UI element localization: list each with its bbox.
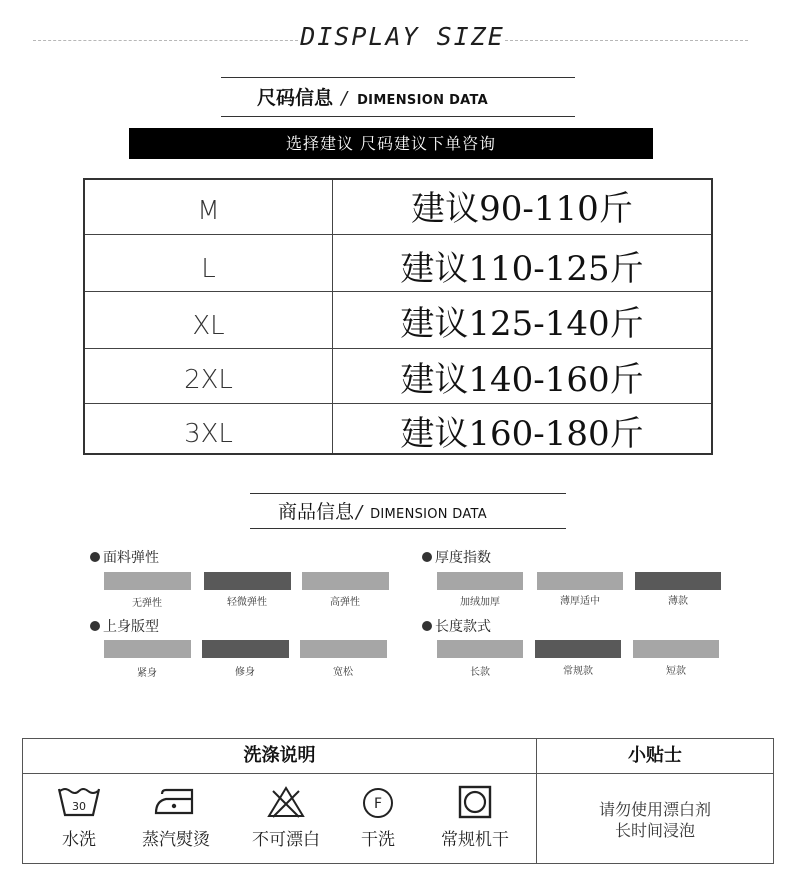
size-row bbox=[85, 180, 711, 235]
option-label: 加绒加厚 bbox=[460, 597, 500, 608]
size-row bbox=[85, 235, 711, 292]
category-label: 长度款式 bbox=[435, 619, 491, 635]
product-heading-cn: 商品信息 bbox=[278, 501, 355, 523]
size-cell: XL bbox=[85, 292, 333, 348]
product-heading-sep: / bbox=[356, 502, 363, 523]
care-item-tumble-dry bbox=[425, 785, 525, 850]
option-bar-thin bbox=[635, 572, 721, 590]
size-heading-cn: 尺码信息 bbox=[257, 87, 334, 109]
wash-temperature: 30 bbox=[72, 800, 86, 813]
category-label: 面料弹性 bbox=[103, 550, 159, 566]
care-item-dry-clean bbox=[328, 785, 428, 850]
weight-recommendation: 建议140-160斤 bbox=[400, 360, 644, 400]
product-heading bbox=[278, 500, 487, 527]
option-bar-medium bbox=[537, 572, 623, 590]
size-row bbox=[85, 404, 711, 453]
bullet-icon bbox=[90, 552, 100, 562]
care-label: 干洗 bbox=[361, 830, 395, 850]
dry-clean-icon bbox=[360, 785, 396, 819]
display-size-title: DISPLAY SIZE bbox=[300, 22, 505, 51]
care-label: 常规机干 bbox=[441, 830, 509, 850]
option-bar-no-elastic bbox=[104, 572, 191, 590]
no-bleach-icon bbox=[266, 785, 306, 819]
dry-clean-mark: F bbox=[373, 796, 383, 812]
care-item-iron bbox=[126, 785, 226, 850]
option-label: 宽松 bbox=[333, 667, 353, 678]
option-label: 短款 bbox=[666, 666, 686, 677]
size-row bbox=[85, 349, 711, 404]
size-heading-en: DIMENSION DATA bbox=[357, 93, 489, 108]
weight-recommendation: 建议160-180斤 bbox=[400, 414, 644, 454]
size-cell: L bbox=[85, 235, 333, 291]
category-length bbox=[422, 618, 491, 636]
iron-icon bbox=[152, 785, 200, 819]
option-label: 紧身 bbox=[137, 668, 157, 679]
category-fit bbox=[90, 618, 159, 636]
weight-recommendation: 建议90-110斤 bbox=[411, 189, 633, 229]
option-bar-loose bbox=[300, 640, 387, 658]
care-instructions-table bbox=[22, 738, 774, 864]
care-item-wash bbox=[29, 785, 129, 850]
bullet-icon bbox=[90, 621, 100, 631]
size-heading-sep: / bbox=[341, 88, 348, 109]
weight-recommendation: 建议125-140斤 bbox=[400, 304, 644, 344]
product-heading-top-rule bbox=[250, 493, 566, 494]
size-row bbox=[85, 292, 711, 349]
category-thickness bbox=[422, 549, 491, 567]
care-label: 蒸汽熨烫 bbox=[142, 830, 210, 850]
product-heading-bottom-rule bbox=[250, 528, 566, 529]
care-label: 不可漂白 bbox=[252, 830, 320, 850]
option-bar-slim bbox=[202, 640, 289, 658]
size-table bbox=[83, 178, 713, 455]
option-bar-tight bbox=[104, 640, 191, 658]
category-label: 厚度指数 bbox=[435, 550, 491, 566]
tip-line: 请勿使用漂白剂 bbox=[598, 800, 711, 819]
option-label: 常规款 bbox=[563, 666, 593, 677]
option-label: 高弹性 bbox=[330, 597, 360, 608]
weight-recommendation: 建议110-125斤 bbox=[400, 249, 644, 289]
option-bar-regular bbox=[535, 640, 621, 658]
option-label: 长款 bbox=[470, 667, 490, 678]
tumble-dry-icon bbox=[455, 785, 495, 819]
wash-instructions-heading: 洗涤说明 bbox=[243, 745, 316, 766]
option-bar-fleece-thick bbox=[437, 572, 523, 590]
category-label: 上身版型 bbox=[103, 619, 159, 635]
option-label: 薄款 bbox=[668, 596, 688, 607]
category-fabric-elasticity bbox=[90, 549, 159, 567]
product-heading-en: DIMENSION DATA bbox=[370, 507, 487, 522]
option-label: 薄厚适中 bbox=[560, 596, 600, 607]
care-divider-horizontal bbox=[23, 773, 773, 774]
size-heading bbox=[257, 86, 488, 113]
size-heading-top-rule bbox=[221, 77, 575, 78]
size-advice-banner: 选择建议 尺码建议下单咨询 bbox=[129, 128, 653, 159]
care-tip bbox=[537, 799, 773, 841]
size-heading-bottom-rule bbox=[221, 116, 575, 117]
header-divider-left bbox=[33, 40, 298, 41]
care-label: 水洗 bbox=[62, 830, 96, 850]
option-bar-slight-elastic bbox=[204, 572, 291, 590]
bullet-icon bbox=[422, 552, 432, 562]
size-cell: M bbox=[85, 180, 333, 234]
size-cell: 3XL bbox=[85, 404, 333, 453]
option-bar-short bbox=[633, 640, 719, 658]
option-label: 修身 bbox=[235, 667, 255, 678]
size-cell: 2XL bbox=[85, 349, 333, 403]
option-bar-long bbox=[437, 640, 523, 658]
option-label: 轻微弹性 bbox=[227, 597, 267, 608]
tip-line: 长时间浸泡 bbox=[614, 821, 695, 840]
option-bar-high-elastic bbox=[302, 572, 389, 590]
header-divider-right bbox=[505, 40, 748, 41]
bullet-icon bbox=[422, 621, 432, 631]
tips-heading: 小贴士 bbox=[628, 745, 682, 766]
wash-30-icon bbox=[57, 785, 101, 819]
care-item-no-bleach bbox=[236, 785, 336, 850]
option-label: 无弹性 bbox=[132, 598, 162, 609]
